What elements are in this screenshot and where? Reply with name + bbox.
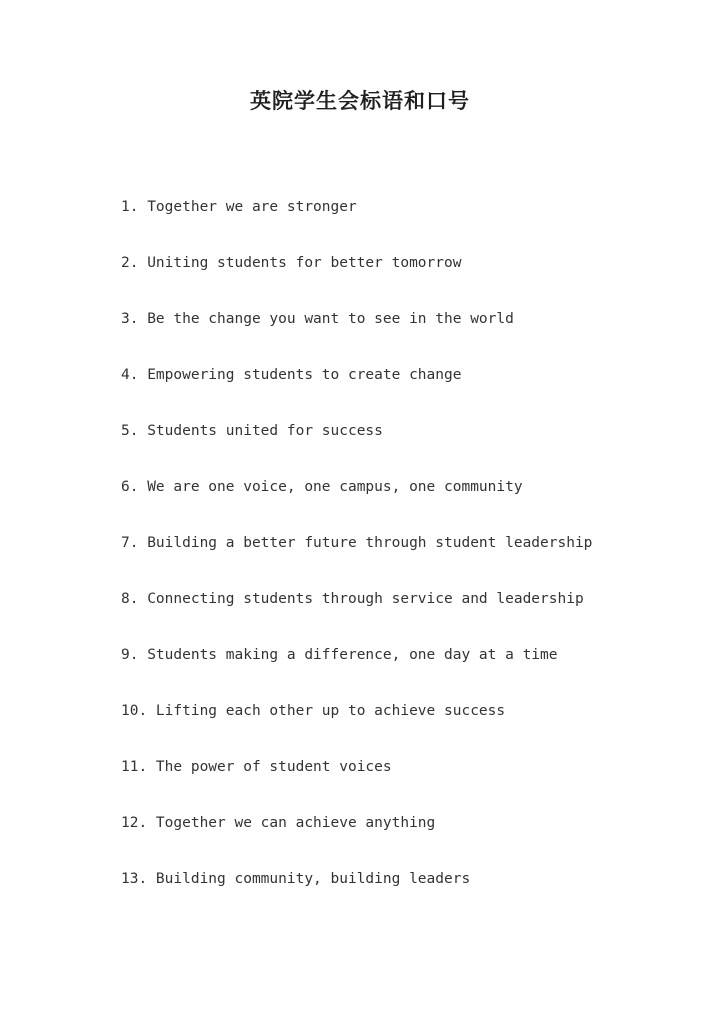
list-item: 1. Together we are stronger (121, 199, 357, 215)
list-item: 12. Together we can achieve anything (121, 815, 436, 831)
list-item: 7. Building a better future through student leadership (121, 535, 593, 551)
list-item: 4. Empowering students to create change (121, 367, 462, 383)
list-item: 11. The power of student voices (121, 759, 392, 775)
slogan-list (121, 194, 592, 922)
list-item: 3. Be the change you want to see in the world (121, 311, 514, 327)
list-item: 9. Students making a difference, one day at a time (121, 647, 558, 663)
list-item: 13. Building community, building leaders (121, 871, 471, 887)
list-item: 5. Students united for success (121, 423, 383, 439)
list-item: 8. Connecting students through service and leadership (121, 591, 584, 607)
list-item: 10. Lifting each other up to achieve success (121, 703, 506, 719)
page-title: 英院学生会标语和口号 (250, 88, 470, 113)
list-item: 6. We are one voice, one campus, one community (121, 479, 523, 495)
list-item: 2. Uniting students for better tomorrow (121, 255, 462, 271)
